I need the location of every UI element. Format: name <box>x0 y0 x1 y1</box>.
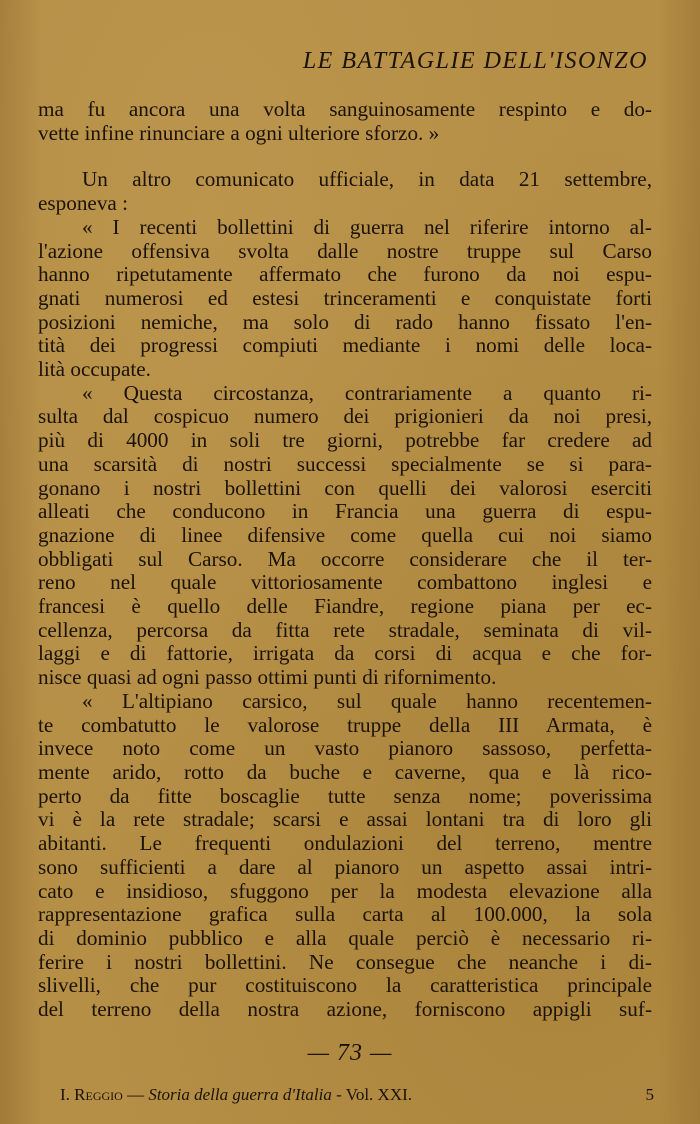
text-line: cato e insidioso, sfuggono per la modesta elevazione alla <box>38 878 652 903</box>
text-line: alleati che conducono in Francia una guerra di espu- <box>38 499 652 524</box>
text-line: Un altro comunicato ufficiale, in data 21 settembre, <box>82 167 652 192</box>
signature-author: I. Reggio <box>60 1085 123 1104</box>
text-line: vi è la rete stradale; scarsi e assai lontani tra di loro gli <box>38 807 652 832</box>
text-line: gnazione di linee difensive come quella cui noi siamo <box>38 522 652 547</box>
text-line: invece noto come un vasto pianoro sassoso, perfetta- <box>38 736 652 761</box>
text-line: gonano i nostri bollettini con quelli dei valorosi eserciti <box>38 475 652 500</box>
paragraph <box>38 168 652 215</box>
paragraph <box>38 98 652 145</box>
text-line: slivelli, che pur costituiscono la caratteristica principale <box>38 973 652 998</box>
text-line: « Questa circostanza, contrariamente a quanto ri- <box>82 380 652 405</box>
text-line: nisce quasi ad ogni passo ottimi punti di rifornimento. <box>38 665 497 690</box>
text-line: di dominio pubblico e alla quale perciò è necessario ri- <box>38 925 652 950</box>
text-line: l'azione offensiva svolta dalle nostre truppe sul Carso <box>38 238 652 263</box>
text-line: sulta dal cospicuo numero dei prigionieri da noi presi, <box>38 404 652 429</box>
printer-signature <box>60 1085 412 1105</box>
text-line: tità dei progressi compiuti mediante i nomi delle loca- <box>38 333 652 358</box>
signature-title: Storia della guerra d'Italia <box>148 1085 332 1104</box>
text-line: lità occupate. <box>38 357 151 382</box>
text-line: una scarsità di nostri successi specialmente se si para- <box>38 451 652 476</box>
text-line: abitanti. Le frequenti ondulazioni del terreno, mentre <box>38 831 652 856</box>
paragraph <box>38 690 652 1022</box>
paragraph <box>38 382 652 690</box>
text-line: mente arido, rotto da buche e caverne, qua e là rico- <box>38 759 652 784</box>
running-head: LE BATTAGLIE DELL'ISONZO <box>302 48 648 74</box>
text-line: obbligati sul Carso. Ma occorre considerare che il ter- <box>38 546 652 571</box>
text-line: reno nel quale vittoriosamente combattono inglesi e <box>38 570 652 595</box>
text-line: hanno ripetutamente affermato che furono da noi espu- <box>38 262 652 287</box>
text-line: francesi è quello delle Fiandre, regione piana per ec- <box>38 594 652 619</box>
text-line: « I recenti bollettini di guerra nel riferire intorno al- <box>82 214 652 239</box>
paragraph-gap <box>38 145 652 168</box>
signature-separator: — <box>127 1085 145 1104</box>
text-line: « L'altipiano carsico, sul quale hanno recentemen- <box>82 688 652 713</box>
page-number: — 73 — <box>307 1040 393 1066</box>
text-line: laggi e di fattorie, irrigata da corsi di acqua e che for- <box>38 641 652 666</box>
text-line: esponeva : <box>38 191 129 216</box>
text-line: gnati numerosi ed estesi trinceramenti e conquistate forti <box>38 285 652 310</box>
signature-sheet-number: 5 <box>645 1085 654 1104</box>
text-line: ma fu ancora una volta sanguinosamente respinto e do- <box>38 97 652 121</box>
text-line: sono sufficienti a dare al pianoro un aspetto assai intri- <box>38 854 652 879</box>
text-line: ferire i nostri bollettini. Ne consegue che neanche i di- <box>38 949 652 974</box>
signature-volume: - Vol. XXI. <box>336 1085 413 1104</box>
text-line: posizioni nemiche, ma solo di rado hanno fissato l'en- <box>38 309 652 334</box>
text-line: rappresentazione grafica sulla carta al 100.000, la sola <box>38 902 652 927</box>
text-line: perto da fitte boscaglie tutte senza nome; poverissima <box>38 783 652 808</box>
text-line: te combatutto le valorose truppe della III Armata, è <box>38 712 652 737</box>
text-line: del terreno della nostra azione, forniscono appigli suf- <box>38 997 652 1022</box>
text-line: vette infine rinunciare a ogni ulteriore sforzo. » <box>38 120 440 145</box>
text-line: più di 4000 in soli tre giorni, potrebbe far credere ad <box>38 428 652 453</box>
paragraph <box>38 216 652 382</box>
text-line: cellenza, percorsa da fitta rete stradale, seminata di vil- <box>38 617 652 642</box>
body-text <box>38 98 652 1022</box>
